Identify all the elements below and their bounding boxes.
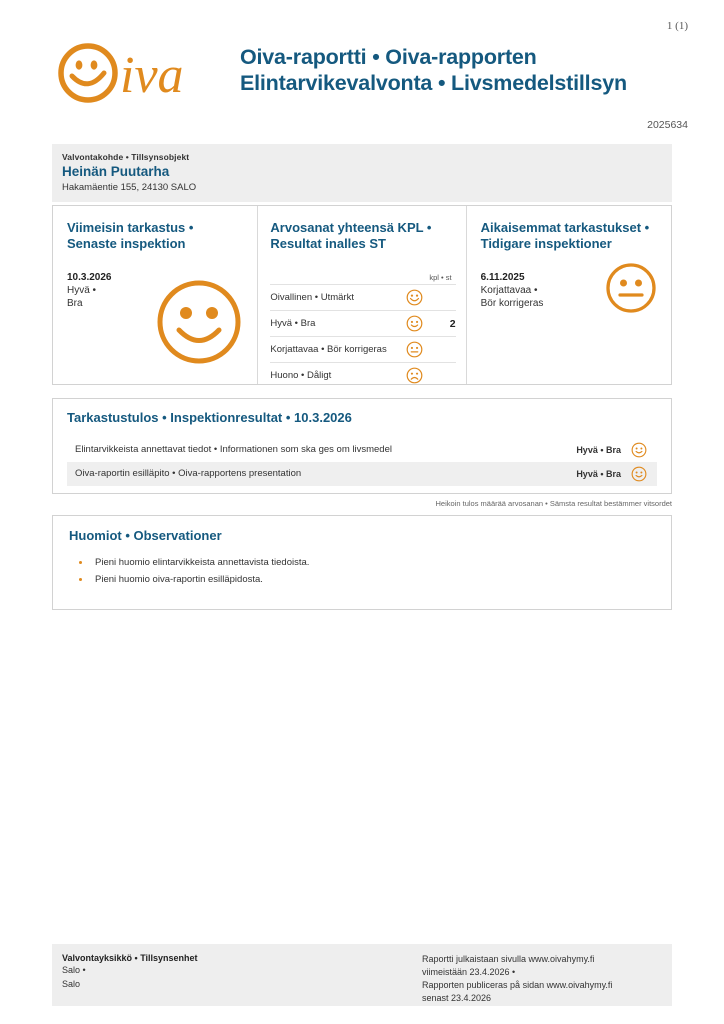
smile-face-icon (631, 466, 653, 482)
observations-card (52, 515, 672, 610)
latest-inspection-date: 10.3.2026 (67, 272, 112, 283)
previous-inspection-grade-line2: Bör korrigeras (480, 298, 544, 309)
bullet-icon (79, 561, 82, 564)
big-smile-face-icon (406, 289, 430, 306)
smile-face-icon (155, 278, 243, 366)
neutral-face-icon (406, 341, 430, 358)
grade-label: Oivallinen • Utmärkt (270, 292, 354, 303)
report-header (52, 40, 688, 110)
inspection-target-band (52, 144, 672, 202)
report-id: 2025634 (647, 119, 688, 131)
latest-inspection-title-line1: Viimeisin tarkastus • (67, 220, 194, 235)
grade-row-hyva (270, 310, 455, 336)
results-title: Tarkastustulos • Inspektionresultat • 10.3.2026 (67, 410, 352, 425)
result-name: Elintarvikkeista annettavat tiedot • Informationen som ska ges om livsmedel (75, 444, 392, 455)
footer-publish-line3: Rapporten publiceras på sidan www.oivahymy.fi (422, 980, 613, 990)
footer-unit-line1: Salo • (62, 965, 86, 975)
frown-face-icon (406, 367, 430, 384)
footer-publish-line4: senast 23.4.2026 (422, 993, 492, 1003)
bullet-icon (79, 578, 82, 581)
svg-text:iva: iva (120, 47, 184, 104)
footer-publish-line1: Raportti julkaistaan sivulla www.oivahymy.fi (422, 954, 595, 964)
grades-summary-column (257, 206, 465, 384)
neutral-face-icon (605, 262, 657, 314)
previous-inspections-title-line2: Tidigare inspektioner (480, 235, 612, 251)
previous-inspections-column (466, 206, 671, 384)
smile-face-icon (406, 315, 430, 332)
summary-section (52, 205, 672, 385)
observations-list (69, 554, 655, 588)
observation-text: Pieni huomio oiva-raportin esilläpidosta. (95, 573, 263, 585)
result-grade: Hyvä • Bra (576, 468, 621, 479)
previous-inspection-date: 6.11.2025 (480, 272, 525, 283)
grade-row-huono (270, 362, 455, 388)
latest-inspection-grade-line2: Bra (67, 298, 83, 309)
report-title-line2: Elintarvikevalvonta • Livsmedelstillsyn (240, 71, 627, 95)
previous-inspection-grade-line1: Korjattavaa • (480, 285, 538, 296)
footer-publish-line2: viimeistään 23.4.2026 • (422, 967, 516, 977)
list-item (69, 571, 655, 588)
footer-unit-block (62, 953, 422, 1006)
latest-inspection-grade-line1: Hyvä • (67, 285, 97, 296)
table-row (67, 438, 657, 462)
previous-inspections-title (481, 220, 657, 251)
grades-summary-title (270, 220, 455, 251)
report-footer (52, 944, 672, 1006)
footer-unit-line2: Salo (62, 978, 81, 989)
result-name: Oiva-raportin esilläpito • Oiva-rapportens presentation (75, 468, 302, 479)
inspection-results-card (52, 398, 672, 494)
grades-summary-title-line1: Arvosanat yhteensä KPL • (270, 220, 432, 235)
target-name: Heinän Puutarha (62, 164, 170, 179)
grades-summary-title-line2: Resultat inalles ST (270, 235, 386, 251)
target-label: Valvontakohde • Tillsynsobjekt (62, 152, 190, 162)
grade-count: 2 (449, 317, 456, 330)
count-column-header: kpl • st (429, 273, 452, 282)
footer-unit-label: Valvontayksikkö • Tillsynsenhet (62, 953, 198, 963)
observations-title: Huomiot • Observationer (69, 528, 222, 543)
latest-inspection-column (53, 206, 257, 384)
report-title-line1: Oiva-raportti • Oiva-rapporten (240, 45, 537, 69)
grade-row-oivallinen (270, 284, 455, 310)
grade-label: Hyvä • Bra (270, 318, 316, 329)
list-item (69, 554, 655, 571)
grade-row-korjattavaa (270, 336, 455, 362)
previous-inspections-title-line1: Aikaisemmat tarkastukset • (480, 220, 650, 235)
grade-label: Huono • Dåligt (270, 370, 332, 381)
smile-face-icon (631, 442, 653, 458)
grade-label: Korjattavaa • Bör korrigeras (270, 344, 387, 355)
table-row (67, 462, 657, 486)
latest-inspection-title (67, 220, 243, 251)
result-grade: Hyvä • Bra (576, 444, 621, 455)
footer-publish-block (422, 953, 612, 1006)
observation-text: Pieni huomio elintarvikkeista annettavista tiedoista. (95, 556, 310, 568)
oiva-logo (52, 40, 232, 106)
results-note: Heikoin tulos määrää arvosanan • Sämsta resultat bestämmer vitsordet (435, 499, 672, 508)
report-title (240, 44, 688, 96)
page-number: 1 (1) (666, 20, 688, 32)
target-address: Hakamäentie 155, 24130 SALO (62, 182, 197, 193)
latest-inspection-title-line2: Senaste inspektion (67, 235, 186, 251)
